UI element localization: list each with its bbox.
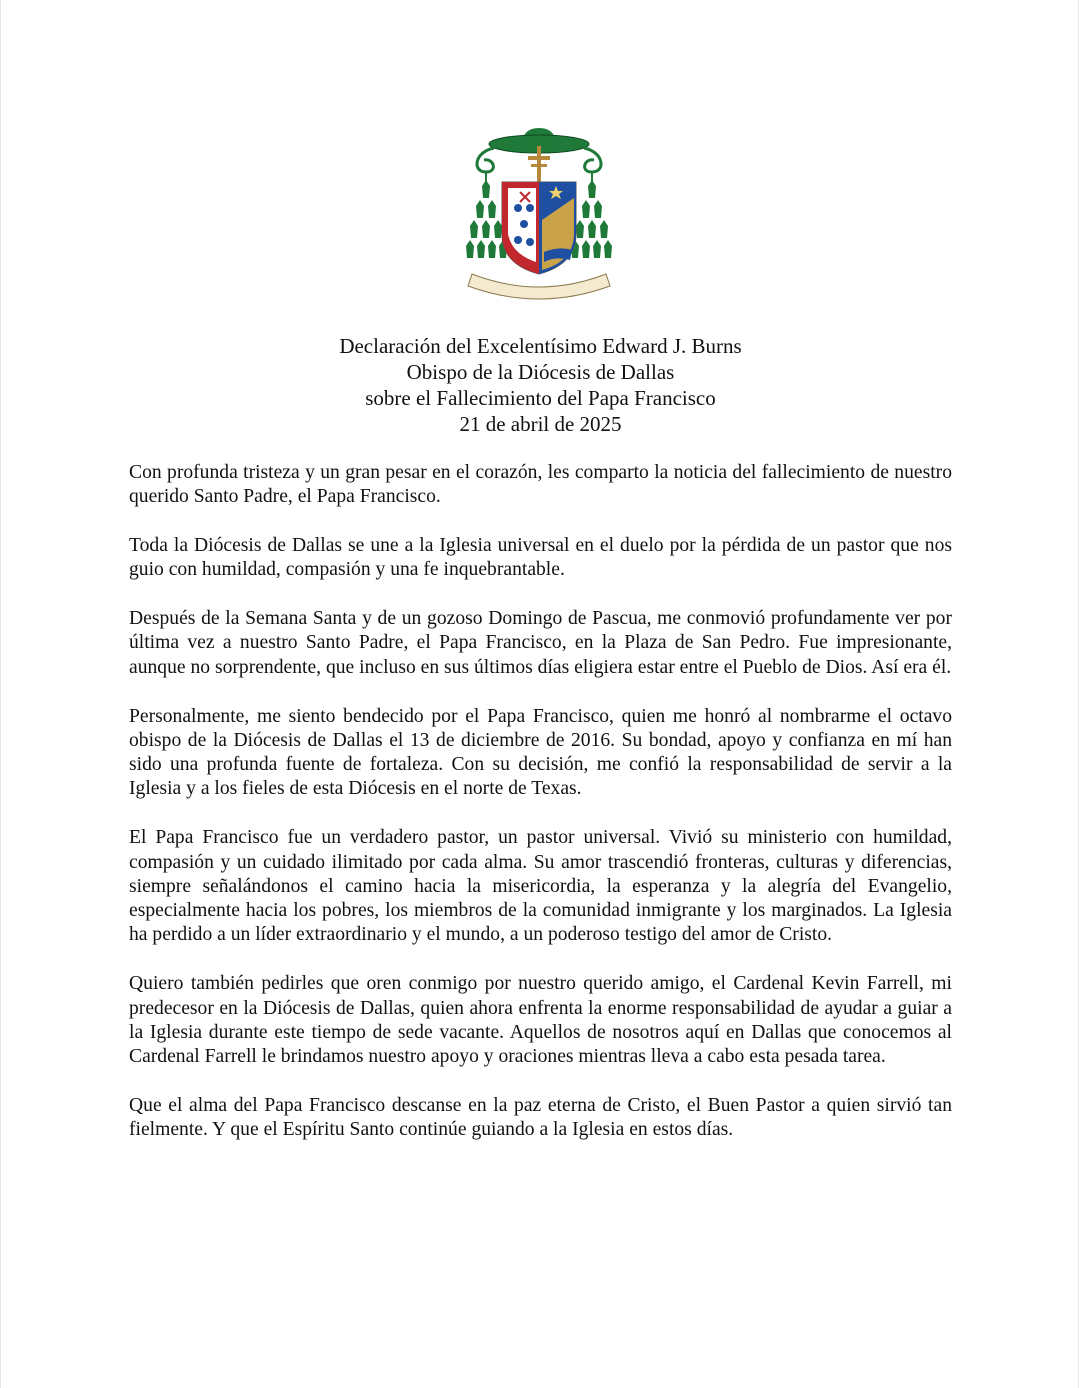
paragraph: Después de la Semana Santa y de un gozoso Domingo de Pascua, me conmovió profundamente ver por última vez a nuestro Santo Padre, el Papa Francisco, en la Plaza de San Pedro. Fue impresionante, aunque no sorprendente, que incluso en sus últimos días eligiera estar entre el Pueblo de Dios. Así era él.	[129, 608, 952, 678]
paragraph: Toda la Diócesis de Dallas se une a la Iglesia universal en el duelo por la pérdida de un pastor que nos guio con humildad, compasión y una fe inquebrantable.	[129, 535, 952, 581]
statement-title: Declaración del Excelentísimo Edward J. Burns	[339, 334, 742, 358]
statement-subject: sobre el Fallecimiento del Papa Francisco	[365, 386, 716, 410]
paragraph: Con profunda tristeza y un gran pesar en el corazón, les comparto la noticia del fallecimiento de nuestro querido Santo Padre, el Papa Francisco.	[129, 462, 952, 508]
paragraph: Personalmente, me siento bendecido por el Papa Francisco, quien me honró al nombrarme el octavo obispo de la Diócesis de Dallas el 13 de diciembre de 2016. Su bondad, apoyo y confianza en mí han sido una profunda fuente de fortaleza. Con su decisión, me confió la responsabilidad de servir a la Iglesia y a los fieles de esta Diócesis en el norte de Texas.	[129, 705, 952, 800]
paragraph: Quiero también pedirles que oren conmigo por nuestro querido amigo, el Cardenal Kevin Farrell, mi predecesor en la Diócesis de Dallas, quien ahora enfrenta la enorme responsabilidad de ayudar a guiar a la Iglesia durante este tiempo de sede vacante. Aquellos de nosotros aquí en Dallas que conocemos al Cardenal Farrell le brindamos nuestro apoyo y oraciones mientras lleva a cabo esta pesada tarea.	[129, 973, 952, 1068]
statement-heading	[1, 333, 1079, 437]
bishop-position: Obispo de la Diócesis de Dallas	[406, 360, 675, 384]
episcopal-coat-of-arms-icon	[464, 124, 614, 306]
statement-date: 21 de abril de 2025	[459, 412, 622, 436]
statement-body	[129, 461, 952, 1167]
paragraph: Que el alma del Papa Francisco descanse en la paz eterna de Cristo, el Buen Pastor a quien sirvió tan fielmente. Y que el Espíritu Santo continúe guiando a la Iglesia en estos días.	[129, 1094, 952, 1141]
paragraph: El Papa Francisco fue un verdadero pastor, un pastor universal. Vivió su ministerio con humildad, compasión y un cuidado ilimitado por cada alma. Su amor trascendió fronteras, culturas y diferencias, siempre señalándonos el camino hacia la misericordia, la esperanza y la alegría del Evangelio, especialmente hacia los pobres, los miembros de la comunidad inmigrante y los marginados. La Iglesia ha perdido a un líder extraordinario y el mundo, a un poderoso testigo del amor de Cristo.	[129, 827, 952, 946]
